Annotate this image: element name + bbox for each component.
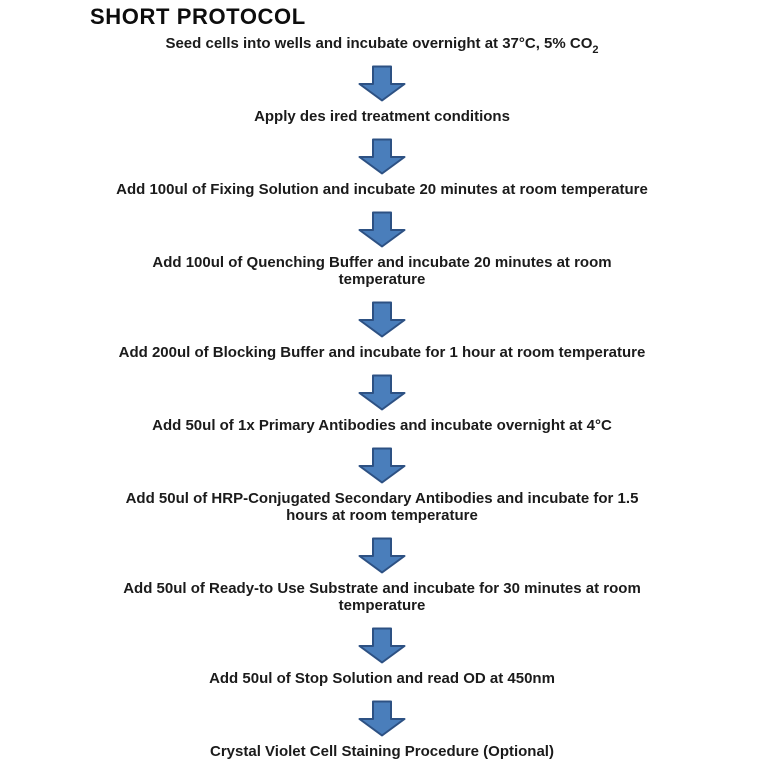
step-text-line: Add 50ul of 1x Primary Antibodies and incubate overnight at 4°C (152, 417, 612, 434)
down-arrow-icon (358, 301, 406, 338)
step-text-line: Add 100ul of Quenching Buffer and incubate 20 minutes at room (152, 254, 612, 271)
protocol-step-10 (210, 743, 554, 760)
down-arrow-icon (358, 374, 406, 411)
protocol-step-4 (152, 254, 611, 288)
down-arrow-icon (358, 627, 406, 664)
protocol-step-6 (152, 417, 612, 434)
protocol-step-9 (209, 670, 555, 687)
step-text-line: Add 200ul of Blocking Buffer and incubate for 1 hour at room temperature (118, 344, 646, 361)
step-text-line (165, 35, 599, 56)
step-text: Seed cells into wells and incubate overnight at 37°C, 5% CO (165, 35, 593, 52)
step-text-line: Add 50ul of HRP-Conjugated Secondary Antibodies and incubate for 1.5 (125, 490, 639, 507)
co2-subscript: 2 (592, 44, 599, 56)
step-text-line: Add 50ul of Stop Solution and read OD at 450nm (209, 670, 555, 687)
protocol-step-2 (254, 108, 510, 125)
step-text-line: Add 50ul of Ready-to Use Substrate and incubate for 30 minutes at room (123, 580, 641, 597)
down-arrow-icon (358, 447, 406, 484)
step-text-line: temperature (338, 597, 426, 614)
page-title: SHORT PROTOCOL (90, 4, 306, 29)
down-arrow-icon (358, 537, 406, 574)
protocol-step-5 (119, 344, 646, 361)
protocol-step-8 (123, 580, 641, 614)
down-arrow-icon (358, 65, 406, 102)
step-text-line: temperature (338, 271, 426, 288)
down-arrow-icon (358, 211, 406, 248)
down-arrow-icon (358, 700, 406, 737)
step-text-line: Crystal Violet Cell Staining Procedure (Optional) (210, 743, 554, 760)
protocol-step-3 (116, 181, 648, 198)
step-text-line: Apply des ired treatment conditions (254, 108, 510, 125)
down-arrow-icon (358, 138, 406, 175)
protocol-step-7 (126, 490, 639, 524)
protocol-step-1 (165, 35, 599, 56)
step-text-line: hours at room temperature (286, 507, 478, 524)
step-text-line: Add 100ul of Fixing Solution and incubate 20 minutes at room temperature (116, 181, 648, 198)
